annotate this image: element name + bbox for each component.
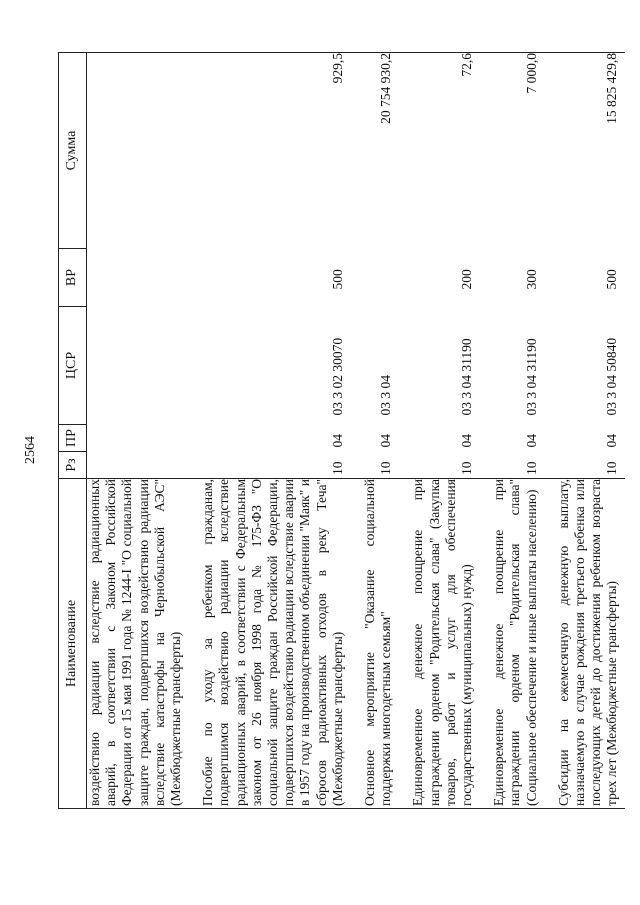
table-row	[491, 53, 544, 809]
row-pr: 04	[523, 434, 539, 448]
row-sum: 7 000,0	[491, 53, 544, 249]
budget-table	[58, 52, 625, 809]
header-rz: Рз	[59, 452, 87, 479]
row-rz: 10	[523, 461, 539, 475]
row-name: Единовременное денежное поощрение при награждении орденом "Родительская слава" (Закупка товаров, работ и услуг для обеспечения государственных (муниципальных) нужд)	[410, 479, 479, 809]
table-row	[410, 53, 479, 809]
row-csr	[87, 307, 189, 425]
row-rz	[87, 452, 189, 479]
header-pr: ПР	[59, 425, 87, 452]
header-sum: Сумма	[59, 53, 87, 249]
row-name: Основное мероприятие "Оказание социальной поддержки многодетным семьям"	[362, 479, 398, 809]
row-rz: 10	[329, 461, 345, 475]
row-vr	[87, 249, 189, 307]
table-row	[556, 53, 625, 809]
row-vr: 500	[604, 269, 620, 290]
row-vr: 200	[459, 269, 475, 290]
row-csr: 03 3 04 31190	[459, 338, 475, 416]
row-name: Пособие по уходу за ребенком гражданам, подвергшимся воздействию радиации вследствие радиационных аварий, в соответствии с Федеральным законом от 26 ноября 1998 года № 175-ФЗ "О социальной защите граждан Российской Федерации, подвергшихся воздействию радиации вследствие аварии в 1957 году на производственном объединении "Маяк" и сбросов радиоактивных отходов в реку Теча" (Межбюджетные трансферты)	[200, 479, 350, 809]
row-sum: 20 754 930,2	[362, 53, 398, 249]
row-sum: 72,6	[410, 53, 479, 249]
row-vr: 300	[523, 269, 539, 290]
row-vr: 500	[329, 269, 345, 290]
table-header-row	[59, 53, 87, 809]
table-row	[362, 53, 398, 809]
row-sum: 929,5	[200, 53, 350, 249]
row-pr: 04	[329, 434, 345, 448]
header-vr: ВР	[59, 249, 87, 307]
row-rz: 10	[459, 461, 475, 475]
row-pr: 04	[459, 434, 475, 448]
row-csr: 03 3 02 30070	[329, 337, 345, 416]
row-rz: 10	[378, 461, 394, 475]
table-row	[87, 53, 189, 809]
row-pr: 04	[604, 434, 620, 448]
row-name: Единовременное денежное поощрение при награждении орденом "Родительская слава" (Социальное обеспечение и иные выплаты населению)	[491, 479, 544, 809]
row-csr: 03 3 04 50840	[604, 337, 620, 416]
row-sum	[87, 53, 189, 249]
row-sum: 15 825 429,8	[556, 53, 625, 249]
row-rz: 10	[604, 461, 620, 475]
header-csr: ЦСР	[59, 307, 87, 425]
row-csr: 03 3 04 31190	[523, 338, 539, 416]
table-row	[200, 53, 350, 809]
row-name: Субсидии на ежемесячную денежную выплату, назначаемую в случае рождения третьего ребенка или последующих детей до достижения ребенком возраста трех лет (Межбюджетные трансферты)	[556, 479, 625, 809]
row-csr: 03 3 04	[378, 375, 394, 416]
header-name: Наименование	[59, 479, 87, 809]
page-number: 2564	[23, 436, 38, 464]
row-pr	[87, 425, 189, 452]
row-name: воздействию радиации вследствие радиационных аварий, в соответствии с Законом Российской Федерации от 15 мая 1991 года № 1244-I "О социальной защите граждан, подвергшихся воздействию радиации вследствие катастрофы на Чернобыльской АЭС" (Межбюджетные трансферты)	[87, 479, 189, 809]
row-pr: 04	[378, 434, 394, 448]
row-vr	[362, 249, 398, 307]
